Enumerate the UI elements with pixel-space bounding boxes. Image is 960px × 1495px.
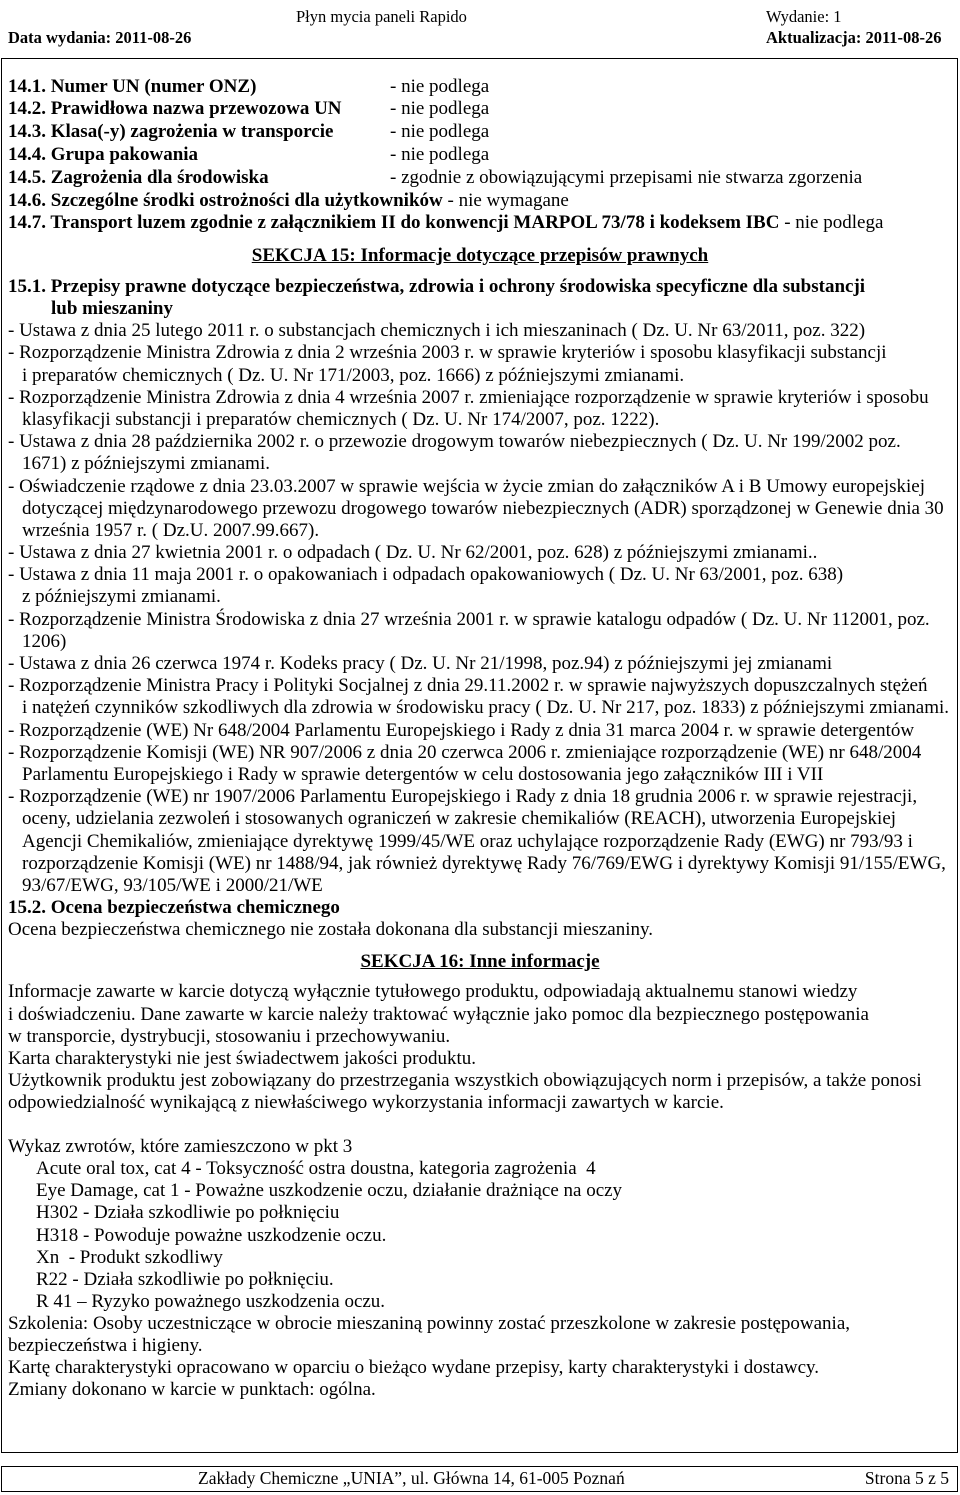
regulation-line: Agencji Chemikaliów, zmieniające dyrektywę 1999/45/WE oraz uchylające rozporządzenie Rady (EWG) nr 793/93 i: [22, 830, 913, 852]
info-line: Zmiany dokonano w karcie w punktach: ogólna.: [8, 1379, 376, 1401]
regulation-line: 1671) z późniejszymi zmianami.: [22, 453, 270, 475]
section-16-body: [0, 981, 960, 1401]
info-line: i doświadczeniu. Dane zawarte w karcie należy traktować wyłącznie jako pomoc dla bezpiecznego postępowania: [8, 1003, 869, 1025]
transport-item-label: 14.6. Szczególne środki ostrożności dla użytkowników: [8, 189, 443, 211]
regulation-line: z późniejszymi zmianami.: [22, 586, 221, 608]
transport-row-label: 14.5. Zagrożenia dla środowiska: [8, 166, 269, 188]
update-date: Aktualizacja: 2011-08-26: [766, 28, 942, 47]
subsection-title: 15.2. Ocena bezpieczeństwa chemicznego: [8, 897, 340, 919]
product-name: Płyn mycia paneli Rapido: [296, 7, 467, 26]
transport-row-value: - nie podlega: [390, 143, 490, 165]
transport-row: [0, 121, 960, 144]
subsection-title: 15.1. Przepisy prawne dotyczące bezpieczeństwa, zdrowia i ochrony środowiska specyficzne dla substancji: [8, 275, 866, 297]
phrases-title: Wykaz zwrotów, które zamieszczono w pkt 3: [8, 1136, 353, 1158]
info-line: Szkolenia: Osoby uczestniczące w obrocie mieszaniną powinny zostać przeszkolone w zakresie postępowania,: [8, 1312, 851, 1334]
page-content: [0, 76, 960, 1402]
regulation-line: dotyczącej międzynarodowego przewozu drogowego towarów niebezpiecznych (ADR) sporządzonej w Genewie dnia 30: [22, 497, 944, 519]
regulation-line: - Rozporządzenie Ministra Pracy i Polityki Socjalnej z dnia 29.11.2002 r. w sprawie najwyższych dopuszczalnych stężeń: [8, 675, 928, 697]
regulation-line: Parlamentu Europejskiego i Rady w sprawie detergentów w celu dostosowania jego załączników III i VII: [22, 763, 824, 785]
transport-row-label: 14.2. Prawidłowa nazwa przewozowa UN: [8, 98, 342, 120]
regulation-line: 93/67/EWG, 93/105/WE i 2000/21/WE: [22, 874, 323, 896]
transport-row-value: - nie podlega: [390, 75, 490, 97]
regulation-line: i preparatów chemicznych ( Dz. U. Nr 171/2003, poz. 1666) z późniejszymi zmianami.: [22, 364, 685, 386]
phrase-item: Xn - Produkt szkodliwy: [36, 1246, 223, 1268]
info-line: Karta charakterystyki nie jest świadectwem jakości produktu.: [8, 1047, 476, 1069]
phrase-item: H302 - Działa szkodliwie po połknięciu: [36, 1202, 340, 1224]
info-line: Kartę charakterystyki opracowano w oparciu o bieżąco wydane przepisy, karty charakterystyki i dostawcy.: [8, 1357, 820, 1379]
phrase-item: Eye Damage, cat 1 - Poważne uszkodzenie oczu, działanie drażniące na oczy: [36, 1180, 623, 1202]
transport-row-label: 14.1. Numer UN (numer ONZ): [8, 75, 257, 97]
regulation-line: - Rozporządzenie Ministra Zdrowia z dnia 4 września 2007 r. zmieniające rozporządzenie w sprawie kryteriów i sposobu: [8, 386, 929, 408]
info-line: Użytkownik produktu jest zobowiązany do przestrzegania wszystkich obowiązujących norm i przepisów, a także ponosi: [8, 1069, 922, 1091]
transport-row-label: 14.4. Grupa pakowania: [8, 143, 199, 165]
regulation-line: września 1957 r. ( Dz.U. 2007.99.667).: [22, 519, 320, 541]
regulation-line: - Oświadczenie rządowe z dnia 23.03.2007 w sprawie wejścia w życie zmian do załączników A i B Umowy europejskiej: [8, 475, 925, 497]
transport-row: [0, 144, 960, 167]
info-line: bezpieczeństwa i higieny.: [8, 1334, 203, 1356]
transport-item-value: - nie podlega: [784, 212, 884, 234]
transport-row-value: - nie podlega: [390, 121, 490, 143]
transport-inline-item: [0, 212, 960, 235]
transport-row: [0, 98, 960, 121]
footer-company: Zakłady Chemiczne „UNIA”, ul. Główna 14, 61-005 Poznań: [198, 1468, 625, 1488]
regulation-line: - Ustawa z dnia 26 czerwca 1974 r. Kodeks pracy ( Dz. U. Nr 21/1998, poz.94) z późniejszymi jej zmianami: [8, 653, 833, 675]
footer-page-number: Strona 5 z 5: [864, 1468, 949, 1488]
transport-item-label: 14.7. Transport luzem zgodnie z załącznikiem II do konwencji MARPOL 73/78 i kodeksem IBC: [8, 212, 780, 234]
phrase-item: R 41 – Ryzyko poważnego uszkodzenia oczu.: [36, 1290, 386, 1312]
transport-row: [0, 76, 960, 99]
regulation-line: i natężeń czynników szkodliwych dla zdrowia w środowisku pracy ( Dz. U. Nr 217, poz. 1833) z późniejszymi zmianami.: [22, 697, 950, 719]
regulation-line: - Rozporządzenie Komisji (WE) NR 907/2006 z dnia 20 czerwca 2006 r. zmieniające rozporządzenie (WE) nr 648/2004: [8, 741, 922, 763]
transport-row: [0, 167, 960, 190]
regulation-line: - Ustawa z dnia 25 lutego 2011 r. o substancjach chemicznych i ich mieszaninach ( Dz. U. Nr 63/2011, poz. 322): [8, 320, 866, 342]
section-16-heading: SEKCJA 16: Inne informacje: [360, 950, 600, 972]
subsection-text: Ocena bezpieczeństwa chemicznego nie została dokonana dla substancji mieszaniny.: [8, 919, 654, 941]
section-15-heading: SEKCJA 15: Informacje dotyczące przepisów prawnych: [251, 244, 709, 266]
regulation-line: rozporządzenie Komisji (WE) nr 1488/94, jak również dyrektywę Rady 76/769/EWG i dyrektywy Komisji 91/155/EWG,: [22, 852, 946, 874]
regulation-line: - Rozporządzenie (WE) nr 1907/2006 Parlamentu Europejskiego i Rady z dnia 18 grudnia 2006 r. w sprawie rejestracji,: [8, 786, 918, 808]
edition-number: Wydanie: 1: [766, 7, 842, 26]
phrase-item: R22 - Działa szkodliwie po połknięciu.: [36, 1268, 334, 1290]
regulation-line: oceny, udzielania zezwoleń i stosowanych ograniczeń w zakresie chemikaliów (REACH), utworzenia Europejskiej: [22, 808, 897, 830]
regulation-line: - Rozporządzenie Ministra Środowiska z dnia 27 września 2001 r. w sprawie katalogu odpadów ( Dz. U. Nr 112001, poz.: [8, 608, 930, 630]
regulation-line: - Rozporządzenie (WE) Nr 648/2004 Parlamentu Europejskiego i Rady z dnia 31 marca 2004 r. w sprawie detergentów: [8, 719, 915, 741]
transport-row-value: - nie podlega: [390, 98, 490, 120]
regulation-line: - Rozporządzenie Ministra Zdrowia z dnia 2 września 2003 r. w sprawie kryteriów i sposobu klasyfikacji substancji: [8, 342, 887, 364]
regulation-line: - Ustawa z dnia 11 maja 2001 r. o opakowaniach i odpadach opakowaniowych ( Dz. U. Nr 63/2001, poz. 638): [8, 564, 844, 586]
section-15-body: [0, 276, 960, 942]
regulation-line: - Ustawa z dnia 28 października 2002 r. o przewozie drogowym towarów niebezpiecznych ( Dz. U. Nr 199/2002 poz.: [8, 431, 901, 453]
phrase-item: Acute oral tox, cat 4 - Toksyczność ostra doustna, kategoria zagrożenia 4: [36, 1158, 596, 1180]
transport-row-label: 14.3. Klasa(-y) zagrożenia w transporcie: [8, 121, 334, 143]
subsection-title: lub mieszaniny: [51, 298, 173, 320]
phrase-item: H318 - Powoduje poważne uszkodzenie oczu.: [36, 1224, 387, 1246]
info-line: w transporcie, dystrybucji, stosowaniu i przechowywaniu.: [8, 1025, 451, 1047]
info-line: Informacje zawarte w karcie dotyczą wyłącznie tytułowego produktu, odpowiadają aktualnemu stanowi wiedzy: [8, 981, 858, 1003]
info-line: odpowiedzialność wynikającą z niewłaściwego wykorzystania informacji zawartych w karcie.: [8, 1091, 724, 1113]
regulation-line: 1206): [22, 630, 67, 652]
transport-row-value: - zgodnie z obowiązującymi przepisami nie stwarza zgorzenia: [390, 166, 863, 188]
issue-date: Data wydania: 2011-08-26: [8, 28, 192, 47]
section-14-transport: [0, 76, 960, 236]
transport-item-value: - nie wymagane: [447, 189, 569, 211]
spacer: [0, 1114, 960, 1136]
regulation-line: - Ustawa z dnia 27 kwietnia 2001 r. o odpadach ( Dz. U. Nr 62/2001, poz. 628) z późniejszymi zmianami..: [8, 542, 818, 564]
regulation-line: klasyfikacji substancji i preparatów chemicznych ( Dz. U. Nr 174/2007, poz. 1222).: [22, 408, 660, 430]
transport-inline-item: [0, 190, 960, 213]
